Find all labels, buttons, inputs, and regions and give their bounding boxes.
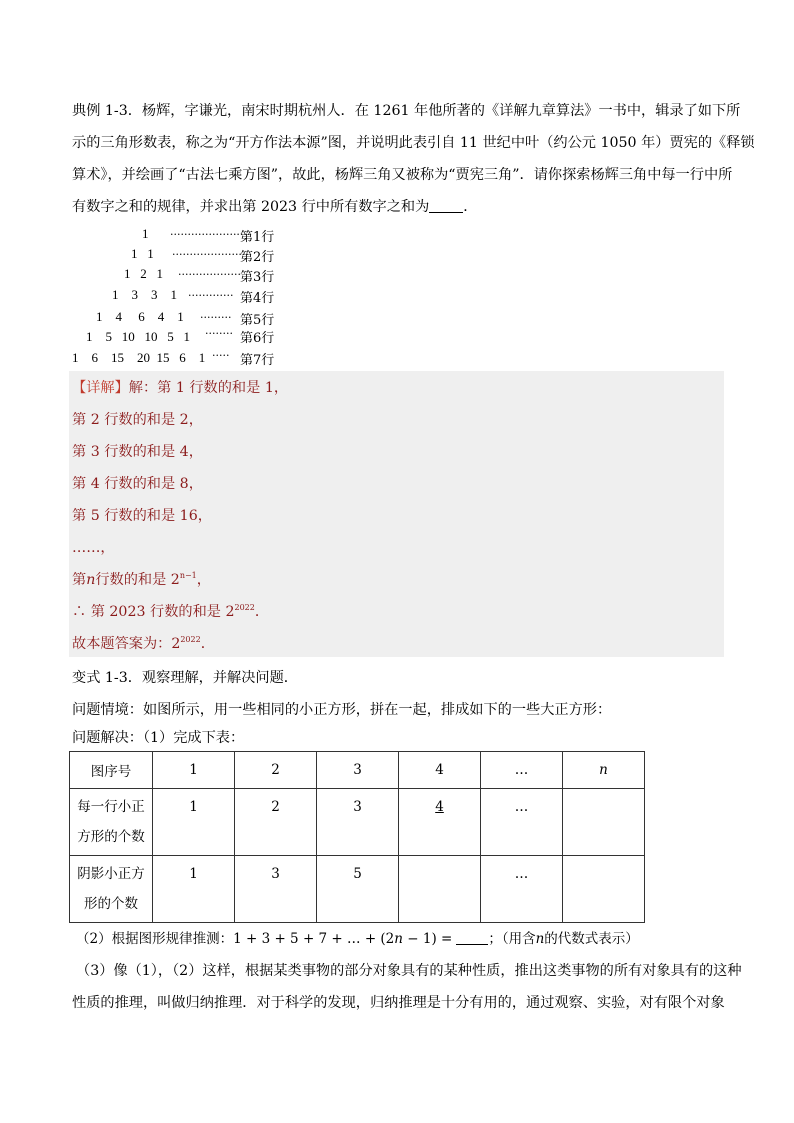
solution-line-8-c: ．	[254, 604, 270, 620]
solution-line-8-a: ∴ 第 2023 行数的和是 2	[72, 604, 235, 620]
part2-formula-n: n	[394, 931, 403, 947]
solution-line-9-a: 故本题答案为：2	[72, 636, 181, 652]
row-label-part: 每一行小正	[77, 799, 145, 815]
triangle-row-3-dots: ··················	[178, 268, 241, 281]
variant-situation: 问题情境：如图所示，用一些相同的小正方形，拼在一起，排成如下的一些大正方形：	[72, 702, 612, 718]
table-cell: 3	[317, 789, 399, 856]
table-header-cell: 1	[153, 752, 235, 789]
triangle-row-6-dots: ········	[205, 327, 233, 340]
triangle-row-5-numbers: 1 4 6 4 1	[96, 309, 184, 324]
example-line-4-text: 有数字之和的规律，并求出第 2023 行中所有数字之和为	[72, 199, 430, 215]
part3-line-1: （3）像（1），（2）这样，根据某类事物的部分对象具有的某种性质，推出这类事物的所有对象具有的这种	[76, 963, 742, 979]
solution-line-9-exponent: 2022	[180, 635, 201, 644]
part2-suffix-n: n	[535, 931, 545, 947]
solution-line-9	[72, 633, 215, 653]
solution-line-7-b: 行数的和是 2	[95, 572, 180, 588]
solution-tag: 【详解】	[72, 380, 129, 396]
answer-blank	[429, 200, 463, 213]
table-row	[70, 856, 645, 923]
triangle-row-1-dots: ·······················	[170, 228, 251, 241]
triangle-row-7-label: 第7行	[240, 353, 275, 368]
example-line-1: 典例 1-3．杨辉，字谦光，南宋时期杭州人．在 1261 年他所著的《详解九章算法》一书中，辑录了如下所	[72, 103, 741, 119]
part2-suffix-b: 的代数式表示）	[544, 931, 639, 947]
variant-solve: 问题解决：（1）完成下表：	[72, 730, 245, 746]
solution-line-7-n: n	[86, 572, 96, 588]
solution-line-6: ……，	[72, 540, 115, 556]
row-label-part: 阴影小正方	[77, 866, 145, 882]
table-cell: 1	[153, 856, 235, 923]
triangle-row-3-label: 第3行	[240, 270, 275, 285]
solution-line-7-exponent: n−1	[179, 571, 197, 580]
part3-line-2: 性质的推理，叫做归纳推理．对于科学的发现，归纳推理是十分有用的，通过观察、实验，对有限个对象	[72, 995, 725, 1011]
variant-title: 变式 1-3．观察理解，并解决问题．	[72, 670, 298, 686]
table-row	[70, 789, 645, 856]
table-header-cell: 4	[399, 752, 481, 789]
triangle-row-4-numbers: 1 3 3 1	[112, 287, 177, 302]
triangle-row-4-label: 第4行	[240, 291, 275, 306]
solution-line-1	[72, 377, 288, 397]
triangle-row-5-label: 第5行	[240, 313, 275, 328]
table-row-label	[70, 856, 153, 923]
triangle-row-7-numbers: 1 6 15 20 15 6 1	[72, 350, 206, 365]
solution-line-4: 第 4 行数的和是 8，	[72, 476, 203, 492]
table-cell: 4	[399, 789, 481, 856]
solution-line-3: 第 3 行数的和是 4，	[72, 444, 203, 460]
triangle-row-2-label: 第2行	[240, 250, 275, 265]
solution-line-9-c: ．	[200, 636, 215, 652]
table-cell: …	[481, 856, 563, 923]
table-header-cell: 2	[235, 752, 317, 789]
triangle-row-2-dots: ······················	[172, 248, 249, 261]
part2-formula-b: − 1) =	[402, 931, 453, 947]
pattern-table	[69, 751, 645, 923]
part2-answer-blank	[456, 932, 488, 945]
table-header-cell: n	[563, 752, 645, 789]
example-line-3: 算术》，并绘画了“古法七乘方图”，故此，杨辉三角又被称为“贾宪三角”．请你探索杨辉三角中每一行中所	[72, 167, 733, 183]
part2-line	[76, 923, 728, 955]
table-header-cell: …	[481, 752, 563, 789]
solution-line-1-text: 解：第 1 行数的和是 1，	[128, 380, 289, 396]
part2-formula-a: 1 + 3 + 5 + 7 + … + (2	[233, 931, 395, 947]
solution-line-7-c: ，	[196, 572, 211, 588]
table-cell: 3	[235, 856, 317, 923]
example-line-4-end: ．	[463, 199, 478, 215]
table-row-label	[70, 789, 153, 856]
table-cell: 5	[317, 856, 399, 923]
solution-line-2: 第 2 行数的和是 2，	[72, 412, 203, 428]
table-header-cell: 3	[317, 752, 399, 789]
part2-prefix: （2）根据图形规律推测：	[76, 931, 234, 947]
example-line-2: 示的三角形数表，称之为“开方作法本源”图，并说明此表引自 11 世纪中叶（约公元 1050 年）贾宪的《释锁	[72, 135, 755, 151]
triangle-row-1-numbers: 1	[142, 226, 149, 241]
triangle-row-6-numbers: 1 5 10 10 5 1	[86, 329, 190, 344]
triangle-row-1-label: 第1行	[240, 230, 275, 245]
table-cell: 1	[153, 789, 235, 856]
row-label-part: 形的个数	[84, 896, 138, 912]
solution-line-7	[72, 569, 211, 589]
table-cell: …	[481, 789, 563, 856]
solution-line-8	[72, 601, 269, 621]
part2-suffix-a: ；（用含	[488, 931, 536, 947]
table-header-row	[70, 752, 645, 789]
table-header-cell: 图序号	[70, 752, 153, 789]
row-label-part: 方形的个数	[77, 829, 145, 845]
solution-line-7-a: 第	[72, 572, 87, 588]
triangle-row-5-dots: ·········	[200, 311, 232, 324]
triangle-row-7-dots: ·····	[212, 349, 230, 362]
example-line-4	[72, 191, 724, 223]
triangle-row-3-numbers: 1 2 1	[124, 266, 163, 281]
table-cell	[399, 856, 481, 923]
table-cell	[563, 789, 645, 856]
triangle-row-2-numbers: 1 1	[131, 246, 154, 261]
table-cell	[563, 856, 645, 923]
triangle-row-4-dots: ·············	[188, 289, 234, 302]
triangle-row-6-label: 第6行	[240, 331, 275, 346]
table-cell: 2	[235, 789, 317, 856]
solution-line-5: 第 5 行数的和是 16，	[72, 508, 212, 524]
solution-line-8-exponent: 2022	[234, 603, 255, 612]
